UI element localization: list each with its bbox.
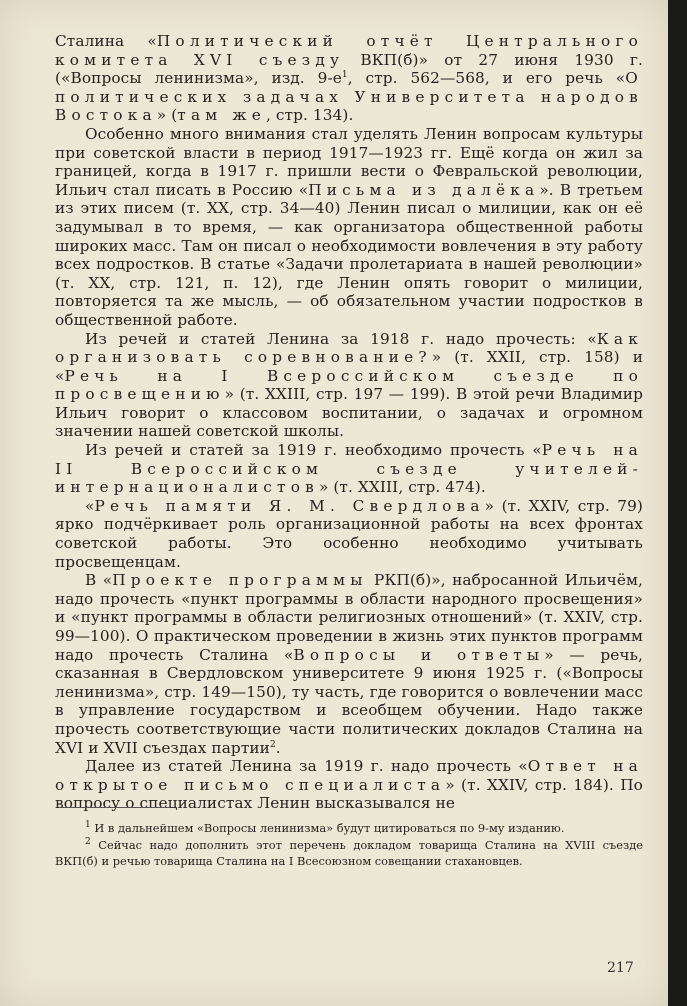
paragraph-3: Из речей и статей Ленина за 1918 г. надо прочесть: «Как организовать соревнование?» (т. XXII, стр. 158) и «Речь на I Всероссийском съезде по просвещению» (т. XXIII, стр. 197 — 199). В этой речи Владимир Ильич говорит о классовом воспитании, о задачах и огромном значении нашей советской школы. bbox=[55, 329, 643, 441]
footnote-1: $^1$ И в дальнейшем «Вопросы ленинизма» будут цитироваться по 9-му изданию. bbox=[85, 820, 565, 835]
spaced-title: Речь на I Всероссийском съезде по просвещению bbox=[55, 366, 643, 404]
paragraph-6: В «Проекте программы РКП(б)», набросанной Ильичём, надо прочесть «пункт программы в области народного просвещения» и «пункт программы в области религиозных отношений» (т. XXIV, стр. 99—100). О практическом проведении в жизнь этих пунктов программ надо прочесть Сталина «Вопросы и ответы» — речь, сказанная в Свердловском университете 9 июня 1925 г. («Вопросы ленинизма», стр. 149—150), ту часть, где говорится о вовлечении масс в управление государством и всеобщем обучении. Надо также прочесть соответствующие части политических докладов Сталина на XVI и XVII съездах партии$^2$. bbox=[55, 571, 644, 757]
paragraph-2: Особенно много внимания стал уделять Ленин вопросам культуры при советской власти в период 1917—1923 гг. Ещё когда он жил за границей, когда в 1917 г. пришли вести о Февральской революции, Ильич стал писать в Россию «Письма из далёка». В третьем из этих писем (т. XX, стр. 34—40) Ленин писал о милиции, как он её задумывал в то время, — как организатора общественной работы широких масс. Там он писал о необходимости вовлечения в эту работу всех подростков. В статье «Задачи пролетариата в нашей революции» (т. XX, стр. 121, п. 12), где Ленин опять говорит о милиции, повторяется та же мысль, — об обязательном участии подростков в общественной работе. bbox=[55, 124, 643, 329]
spaced-title: Речь на II Всероссийском съезде учителей-интернационалистов bbox=[55, 441, 643, 497]
paragraph-4: Из речей и статей за 1919 г. необходимо прочесть «Речь на II Всероссийском съезде учителей-интернационалистов» (т. XXIII, стр. 474). bbox=[55, 441, 643, 497]
footnote-ref-2: 2 bbox=[269, 739, 276, 750]
paragraph-5: «Речь памяти Я. М. Свердлова» (т. XXIV, стр. 79) ярко подчёркивает роль организационной работы на всех фронтах советской работы. Это особенно необходимо учитывать просвещенцам. bbox=[55, 496, 644, 571]
spaced-title: Письма из далёка bbox=[308, 180, 540, 199]
paragraph-1: Сталина «Политический отчёт Центрального комитета XVI съезду ВКП(б)» от 27 июня 1930 г. («Вопросы ленинизма», изд. $9-е^1$, стр. 562—568, и его речь «О политических задачах Университета народов Востока» (там же, стр. 134). bbox=[55, 32, 644, 125]
paragraph-7: Далее из статей Ленина за 1919 г. надо прочесть «Ответ на открытое письмо специалиста» (т. XXIV, стр. 184). По вопросу о специалистах Ленин высказывался не bbox=[55, 757, 643, 813]
footnote-2: $^2$ Сейчас надо дополнить этот перечень докладом товарища Сталина на XVIII съезде ВКП(б) и речью товарища Сталина на I Всесоюзном совещании стахановцев. bbox=[55, 837, 643, 868]
spaced-title: Проекте программы bbox=[112, 571, 368, 590]
spaced-title: Ответ на открытое письмо специалиста bbox=[55, 757, 643, 794]
spaced-title: Как организовать соревнование? bbox=[55, 329, 643, 367]
footnote-divider bbox=[62, 807, 170, 808]
spaced-title: Речь памяти Я. М. Свердлова bbox=[94, 496, 485, 515]
body-text bbox=[55, 32, 643, 813]
spaced-title: Вопросы и ответы bbox=[293, 645, 545, 664]
footnotes bbox=[55, 820, 643, 870]
spaced-title: О политических задачах Университета народов Востока bbox=[55, 69, 643, 125]
page-number: 217 bbox=[607, 960, 634, 976]
footnote-ref-1: 1 bbox=[341, 70, 348, 81]
spaced-title: Политический отчёт Центрального комитета XVI съезду bbox=[55, 32, 644, 69]
spaced-text: там же bbox=[177, 106, 266, 125]
